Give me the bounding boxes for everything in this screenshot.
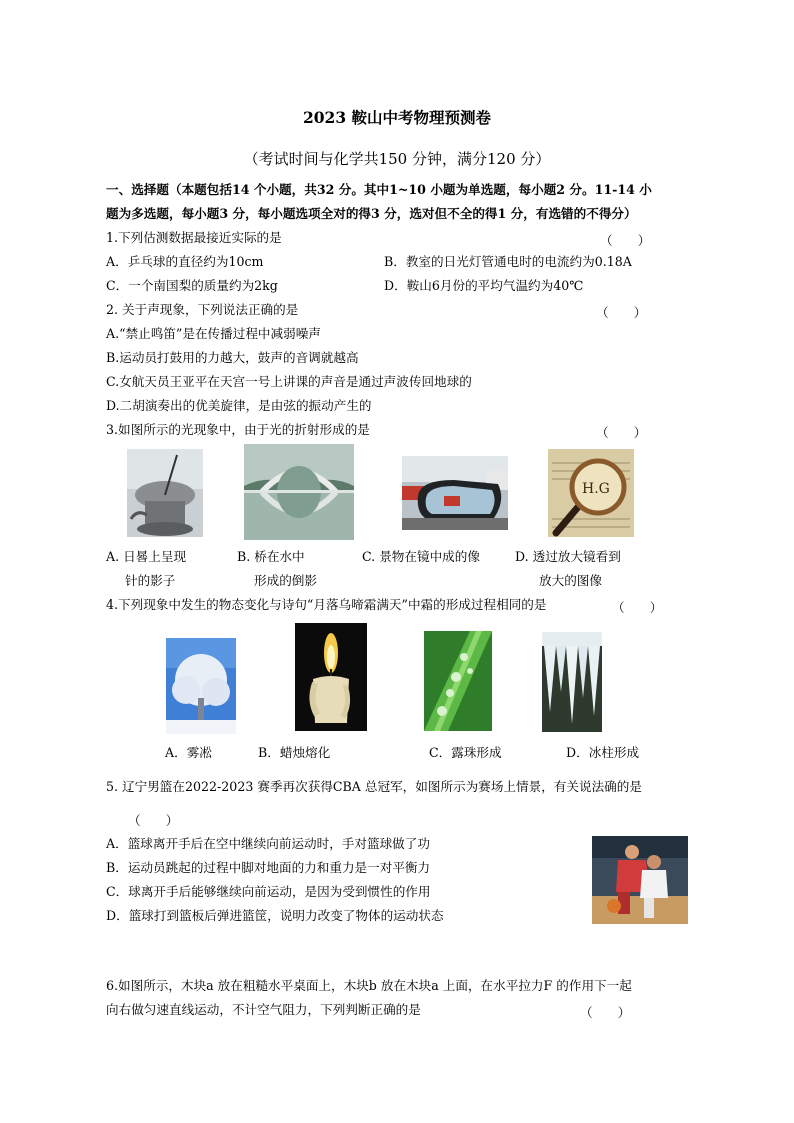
q3-answer-blank: （ ） [596,425,647,440]
q5-stem: 5. 辽宁男篮在2022-2023 赛季再次获得CBA 总冠军，如图所示为赛场上情景，有关说法确的是 [106,779,642,794]
q3-stem: 3.如图所示的光现象中，由于光的折射形成的是 [106,422,370,437]
melting-candle-photo [295,623,367,731]
q2-option-b: B.运动员打鼓用的力越大，鼓声的音调就越高 [106,350,359,365]
q4-stem: 4.下列现象中发生的物态变化与诗句“月落乌啼霜满天”中霜的形成过程相同的是 [106,597,547,612]
q2-option-d: D.二胡演奏出的优美旋律，是由弦的振动产生的 [106,398,372,413]
q4-option-a: A．雾凇 [165,745,212,760]
dew-drops-photo [424,631,492,731]
q2-option-a: A.“禁止鸣笛”是在传播过程中减弱噪声 [106,326,321,341]
q1-answer-blank: （ ） [600,233,651,248]
q6-answer-blank: （ ） [580,1005,631,1020]
q3-option-a-line1: A. 日晷上呈现 [106,549,187,564]
svg-text:H.G: H.G [582,481,610,497]
section-heading-line2: 题为多选题，每小题3 分，每小题选项全对的得3 分，选对但不全的得1 分，有选错的不得分） [106,206,637,221]
q5-option-a: A．篮球离开手后在空中继续向前运动时，手对篮球做了功 [106,836,430,851]
exam-title: 2023 鞍山中考物理预测卷 [302,108,492,127]
magnifier-photo [548,449,634,537]
sundial-photo [127,449,203,537]
q2-answer-blank: （ ） [596,305,647,320]
q1-stem: 1.下列估测数据最接近实际的是 [106,230,282,245]
q3-option-a-line2: 针的影子 [125,573,176,588]
q3-option-b-line1: B. 桥在水中 [237,549,305,564]
q4-answer-blank: （ ） [612,600,663,615]
q4-option-c: C．露珠形成 [429,745,502,760]
section-heading-line1: 一、选择题（本题包括14 个小题，共32 分。其中1~10 小题为单选题，每小题2 分。11-14 小 [106,182,652,197]
q5-option-d: D．篮球打到篮板后弹进篮筐，说明力改变了物体的运动状态 [106,908,444,923]
icicles-photo [542,632,602,732]
q5-option-b: B．运动员跳起的过程中脚对地面的力和重力是一对平衡力 [106,860,431,875]
bridge-reflection-photo [244,444,354,540]
q3-option-b-line2: 形成的倒影 [254,573,317,588]
q3-option-c-line1: C. 景物在镜中成的像 [362,549,480,564]
car-mirror-photo [402,456,508,530]
q3-option-d-line1: D. 透过放大镜看到 [515,549,621,564]
rime-tree-photo [166,638,236,734]
q4-option-d: D．冰柱形成 [566,745,640,760]
q1-option-d: D．鞍山6月份的平均气温约为40℃ [384,278,584,293]
q2-option-c: C.女航天员王亚平在天宫一号上讲课的声音是通过声波传回地球的 [106,374,472,389]
q6-stem-line1: 6.如图所示，木块a 放在粗糙水平桌面上，木块b 放在木块a 上面，在水平拉力F 的作用下一起 [106,978,632,993]
exam-subtitle: （考试时间与化学共150 分钟，满分120 分） [243,150,551,168]
q1-option-c: C．一个南国梨的质量约为2kg [106,278,278,293]
q1-option-a: A．乒乓球的直径约为10cm [106,254,264,269]
q2-stem: 2. 关于声现象，下列说法正确的是 [106,302,299,317]
q6-stem-line2: 向右做匀速直线运动，不计空气阻力，下列判断正确的是 [106,1002,421,1017]
q5-answer-blank: （ ） [128,813,179,828]
q5-option-c: C．球离开手后能够继续向前运动，是因为受到惯性的作用 [106,884,431,899]
basketball-players-photo [592,836,688,924]
q4-option-b: B．蜡烛熔化 [258,745,331,760]
q3-option-d-line2: 放大的图像 [539,573,602,588]
q1-option-b: B．教室的日光灯管通电时的电流约为0.18A [384,254,632,269]
